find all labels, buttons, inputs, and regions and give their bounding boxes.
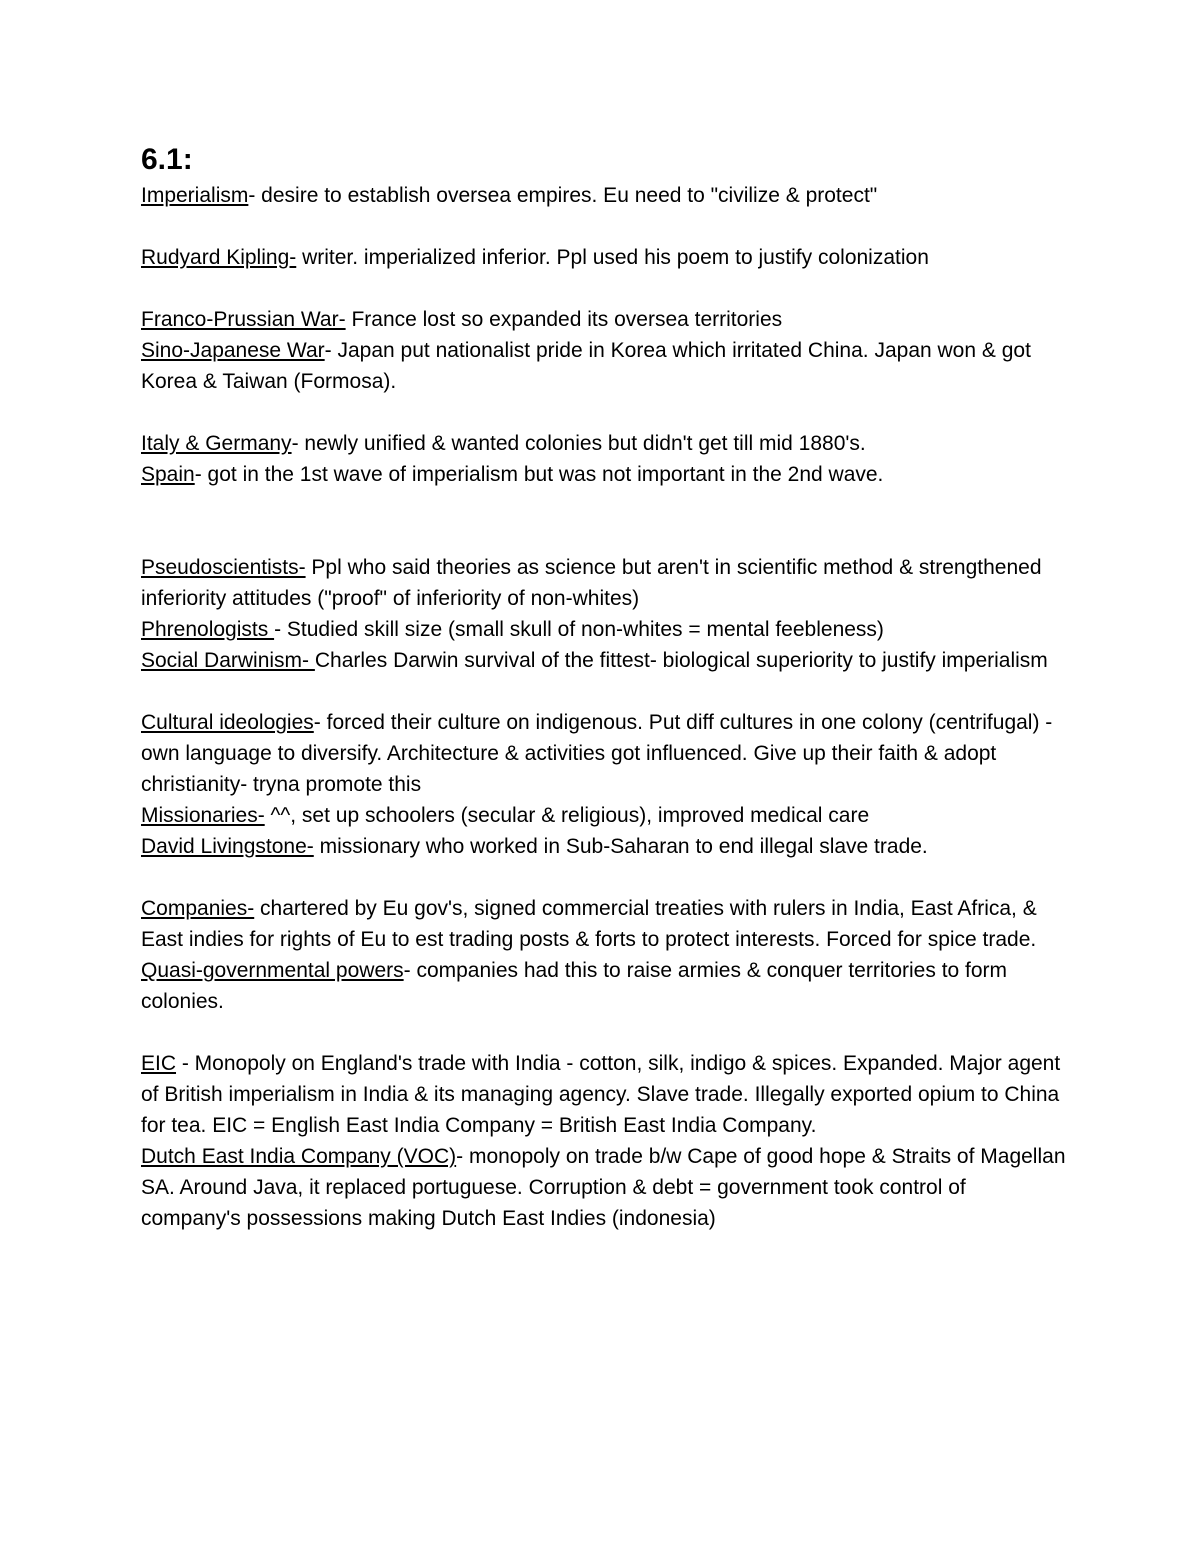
term-italy-germany: Italy & Germany (141, 432, 292, 455)
notes-body (141, 180, 1071, 1234)
term-sino-japanese-war: Sino-Japanese War (141, 339, 325, 362)
term-pseudoscientists: Pseudoscientists- (141, 556, 306, 579)
term-imperialism: Imperialism (141, 184, 249, 207)
term-david-livingstone: David Livingstone- (141, 835, 314, 858)
definition-spain: - got in the 1st wave of imperialism but was not important in the 2nd wave. (194, 463, 884, 486)
spacer (141, 273, 1071, 304)
definition-sino-japanese-war: - Japan put nationalist pride in Korea which irritated China. Japan won & got Korea & Taiwan (Formosa). (141, 339, 1031, 393)
note-entry-eic (141, 1048, 1071, 1141)
note-entry-spain (141, 459, 1071, 490)
note-entry-sino-japanese-war (141, 335, 1071, 397)
term-social-darwinism: Social Darwinism- (141, 649, 315, 672)
spacer (141, 1017, 1071, 1048)
note-entry-david-livingstone (141, 831, 1071, 862)
definition-eic: - Monopoly on England's trade with India - cotton, silk, indigo & spices. Expanded. Major agent of British imperialism in India & its managing agency. Slave trade. Illegally exported opium to China for tea. EIC = English East India Company = British East India Company. (141, 1052, 1061, 1137)
definition-cultural-ideologies: - forced their culture on indigenous. Put diff cultures in one colony (centrifugal) - own language to diversify. Architecture & activities got influenced. Give up their faith & adopt christianity- tryna promote this (141, 711, 1053, 796)
note-entry-missionaries (141, 800, 1071, 831)
definition-voc: - monopoly on trade b/w Cape of good hope & Straits of Magellan SA. Around Java, it replaced portuguese. Corruption & debt = government took control of company's possessions making Dutch East Indies (indonesia) (141, 1145, 1066, 1230)
note-entry-companies (141, 893, 1071, 955)
note-entry-phrenologists (141, 614, 1071, 645)
definition-david-livingstone: missionary who worked in Sub-Saharan to end illegal slave trade. (313, 835, 928, 858)
document-page (141, 140, 1071, 1234)
note-entry-quasi-governmental-powers (141, 955, 1071, 1017)
term-quasi-governmental-powers: Quasi-governmental powers (141, 959, 404, 982)
note-entry-kipling (141, 242, 1071, 273)
term-phrenologists: Phrenologists (141, 618, 275, 641)
term-spain: Spain (141, 463, 195, 486)
definition-social-darwinism: Charles Darwin survival of the fittest- biological superiority to justify imperialism (314, 649, 1048, 672)
note-entry-cultural-ideologies (141, 707, 1071, 800)
note-entry-voc (141, 1141, 1071, 1234)
spacer (141, 676, 1071, 707)
definition-missionaries: ^^, set up schoolers (secular & religious), improved medical care (264, 804, 870, 827)
definition-italy-germany: - newly unified & wanted colonies but didn't get till mid 1880's. (291, 432, 866, 455)
note-entry-pseudoscientists (141, 552, 1071, 614)
definition-pseudoscientists: Ppl who said theories as science but aren't in scientific method & strengthened inferiority attitudes ("proof" of inferiority of non-whites) (141, 556, 1042, 610)
note-entry-italy-germany (141, 428, 1071, 459)
term-kipling: Rudyard Kipling- (141, 246, 297, 269)
definition-quasi-governmental-powers: - companies had this to raise armies & conquer territories to form colonies. (141, 959, 1008, 1013)
note-entry-imperialism (141, 180, 1071, 211)
term-missionaries: Missionaries- (141, 804, 265, 827)
spacer (141, 397, 1071, 428)
term-cultural-ideologies: Cultural ideologies (141, 711, 314, 734)
definition-companies: chartered by Eu gov's, signed commercial treaties with rulers in India, East Africa, & East indies for rights of Eu to est trading posts & forts to protect interests. Forced for spice trade. (141, 897, 1037, 951)
definition-kipling: writer. imperialized inferior. Ppl used his poem to justify colonization (296, 246, 929, 269)
term-voc: Dutch East India Company (VOC) (141, 1145, 457, 1168)
note-entry-franco-prussian-war (141, 304, 1071, 335)
definition-phrenologists: - Studied skill size (small skull of non-whites = mental feebleness) (274, 618, 884, 641)
spacer (141, 862, 1071, 893)
definition-imperialism: - desire to establish oversea empires. Eu need to "civilize & protect" (248, 184, 878, 207)
section-heading: 6.1: (141, 143, 193, 176)
term-eic: EIC (141, 1052, 177, 1075)
definition-franco-prussian-war: France lost so expanded its oversea territories (345, 308, 783, 331)
note-entry-social-darwinism (141, 645, 1071, 676)
term-franco-prussian-war: Franco-Prussian War- (141, 308, 346, 331)
spacer (141, 211, 1071, 242)
term-companies: Companies- (141, 897, 255, 920)
spacer (141, 490, 1071, 552)
